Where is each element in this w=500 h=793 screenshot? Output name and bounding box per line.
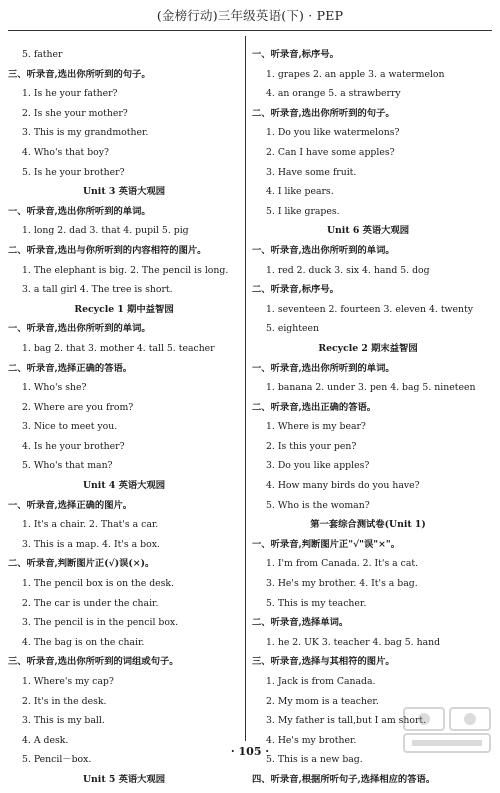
left-answer-line: 4. Who's that boy?: [22, 146, 109, 158]
left-answer-line: 3. a tall girl 4. The tree is short.: [22, 284, 173, 296]
right-question-heading: 一、听录音,标序号。: [252, 49, 339, 60]
left-answer-line: 4. A desk.: [22, 734, 69, 746]
left-column: [8, 48, 240, 793]
right-section-title: Recycle 2 期末益智园: [318, 342, 418, 354]
left-answer-line: 3. Nice to meet you.: [22, 421, 118, 433]
header-rule: [8, 30, 492, 31]
left-answer-line: 5. Who's that man?: [22, 460, 113, 472]
left-answer-line: 5. Is he your brother?: [22, 166, 125, 178]
right-answer-line: 1. I'm from Canada. 2. It's a cat.: [266, 558, 419, 570]
right-section-title: Unit 6 英语大观园: [326, 225, 410, 237]
right-answer-line: 5. Who is the woman?: [266, 499, 370, 511]
left-question-heading: 二、听录音,选出与你所听到的内容相符的图片。: [8, 244, 207, 256]
left-answer-line: 1. It's a chair. 2. That's a car.: [22, 519, 159, 531]
left-question-heading: 三、听录音,选出你所听到的词组或句子。: [8, 656, 179, 668]
right-answer-line: 3. My father is tall,but I am short.: [266, 715, 427, 727]
right-answer-line: 3. He's my brother. 4. It's a bag.: [266, 578, 418, 590]
right-answer-line: 3. Do you like apples?: [266, 460, 370, 472]
right-answer-line: 1. Where is my bear?: [266, 421, 366, 433]
column-divider: [245, 36, 246, 741]
right-answer-line: 4. He's my brother.: [266, 734, 357, 746]
right-answer-line: 2. Can I have some apples?: [266, 146, 395, 158]
left-question-heading: 二、听录音,选择正确的答语。: [8, 362, 133, 374]
watermark-logo-icon: [402, 706, 494, 756]
left-answer-line: 3. The pencil is in the pencil box.: [22, 617, 179, 629]
left-question-heading: 一、听录音,选出你所听到的单词。: [8, 205, 151, 217]
left-question-heading: 二、听录音,判断图片正(√)误(×)。: [8, 558, 155, 570]
left-section-title: Unit 3 英语大观园: [82, 186, 166, 198]
right-answer-line: 3. Have some fruit.: [266, 166, 357, 178]
right-answer-line: 5. This is a new bag.: [266, 754, 363, 766]
right-question-heading: 一、听录音,判断图片正"√"误"×"。: [252, 538, 401, 550]
left-section-title: Unit 5 英语大观园: [82, 773, 166, 785]
right-answer-line: 1. banana 2. under 3. pen 4. bag 5. nineteen: [266, 382, 476, 394]
right-answer-line: 5. This is my teacher.: [266, 597, 367, 609]
right-answer-line: 1. red 2. duck 3. six 4. hand 5. dog: [266, 264, 430, 276]
left-answer-line: 2. The car is under the chair.: [22, 597, 159, 609]
right-answer-line: 1. Jack is from Canada.: [266, 676, 376, 687]
right-question-heading: 四、听录音,根据所听句子,选择相应的答语。: [252, 773, 436, 785]
left-answer-line: 2. Is she your mother?: [22, 107, 128, 119]
left-question-heading: 三、听录音,选出你所听到的句子。: [8, 68, 151, 80]
left-answer-line: 3. This is my grandmother.: [22, 127, 149, 139]
right-answer-line: 4. How many birds do you have?: [266, 480, 420, 492]
page-header: (金榜行动)三年级英语(下) · PEP: [156, 8, 344, 23]
left-answer-line: 2. It's in the desk.: [22, 695, 107, 707]
left-answer-line: 3. This is my ball.: [22, 715, 105, 727]
right-question-heading: 二、听录音,选择单词。: [252, 617, 349, 629]
left-answer-line: 5. Pencil－box.: [22, 754, 92, 766]
right-answer-line: 2. Is this your pen?: [266, 440, 357, 452]
right-answer-line: 2. My mom is a teacher.: [266, 695, 379, 707]
right-answer-line: 1. seventeen 2. fourteen 3. eleven 4. twenty: [266, 303, 473, 315]
left-answer-line: 1. Where's my cap?: [22, 676, 114, 687]
page-number: · 105 ·: [230, 745, 270, 758]
right-answer-line: 5. eighteen: [266, 323, 319, 335]
right-answer-line: 1. Do you like watermelons?: [266, 127, 400, 139]
right-answer-line: 4. I like pears.: [266, 186, 334, 198]
left-section-title: Recycle 1 期中益智园: [74, 303, 174, 315]
left-answer-line: 1. The elephant is big. 2. The pencil is long.: [22, 264, 229, 276]
left-answer-line: 1. The pencil box is on the desk.: [22, 578, 175, 590]
left-answer-line: 4. The bag is on the chair.: [22, 636, 145, 648]
right-question-heading: 三、听录音,选择与其相符的图片。: [252, 656, 395, 668]
right-column: [252, 48, 484, 793]
left-question-heading: 一、听录音,选出你所听到的单词。: [8, 323, 151, 335]
right-question-heading: 二、听录音,选出你所听到的句子。: [252, 107, 395, 119]
left-section-title: Unit 4 英语大观园: [82, 480, 166, 492]
left-answer-line: 1. bag 2. that 3. mother 4. tall 5. teacher: [22, 342, 215, 354]
right-answer-line: 5. I like grapes.: [266, 205, 340, 217]
right-question-heading: 二、听录音,选出正确的答语。: [252, 401, 377, 413]
right-section-title: 第一套综合测试卷(Unit 1): [310, 519, 426, 531]
left-question-heading: 一、听录音,选择正确的图片。: [8, 499, 133, 511]
left-answer-line: 1. long 2. dad 3. that 4. pupil 5. pig: [22, 225, 189, 237]
right-answer-line: 1. he 2. UK 3. teacher 4. bag 5. hand: [266, 636, 441, 648]
left-answer-line: 2. Where are you from?: [22, 401, 134, 413]
left-answer-line: 3. This is a map. 4. It's a box.: [22, 538, 160, 550]
right-question-heading: 一、听录音,选出你所听到的单词。: [252, 362, 395, 374]
left-answer-line: 1. Who's she?: [22, 382, 87, 394]
left-answer-line: 1. Is he your father?: [22, 88, 118, 100]
right-answer-line: 4. an orange 5. a strawberry: [266, 88, 401, 100]
left-answer-line: 4. Is he your brother?: [22, 440, 125, 452]
right-question-heading: 一、听录音,选出你所听到的单词。: [252, 244, 395, 256]
right-question-heading: 二、听录音,标序号。: [252, 284, 339, 296]
right-answer-line: 1. grapes 2. an apple 3. a watermelon: [266, 68, 445, 80]
left-answer-line: 5. father: [22, 49, 63, 60]
